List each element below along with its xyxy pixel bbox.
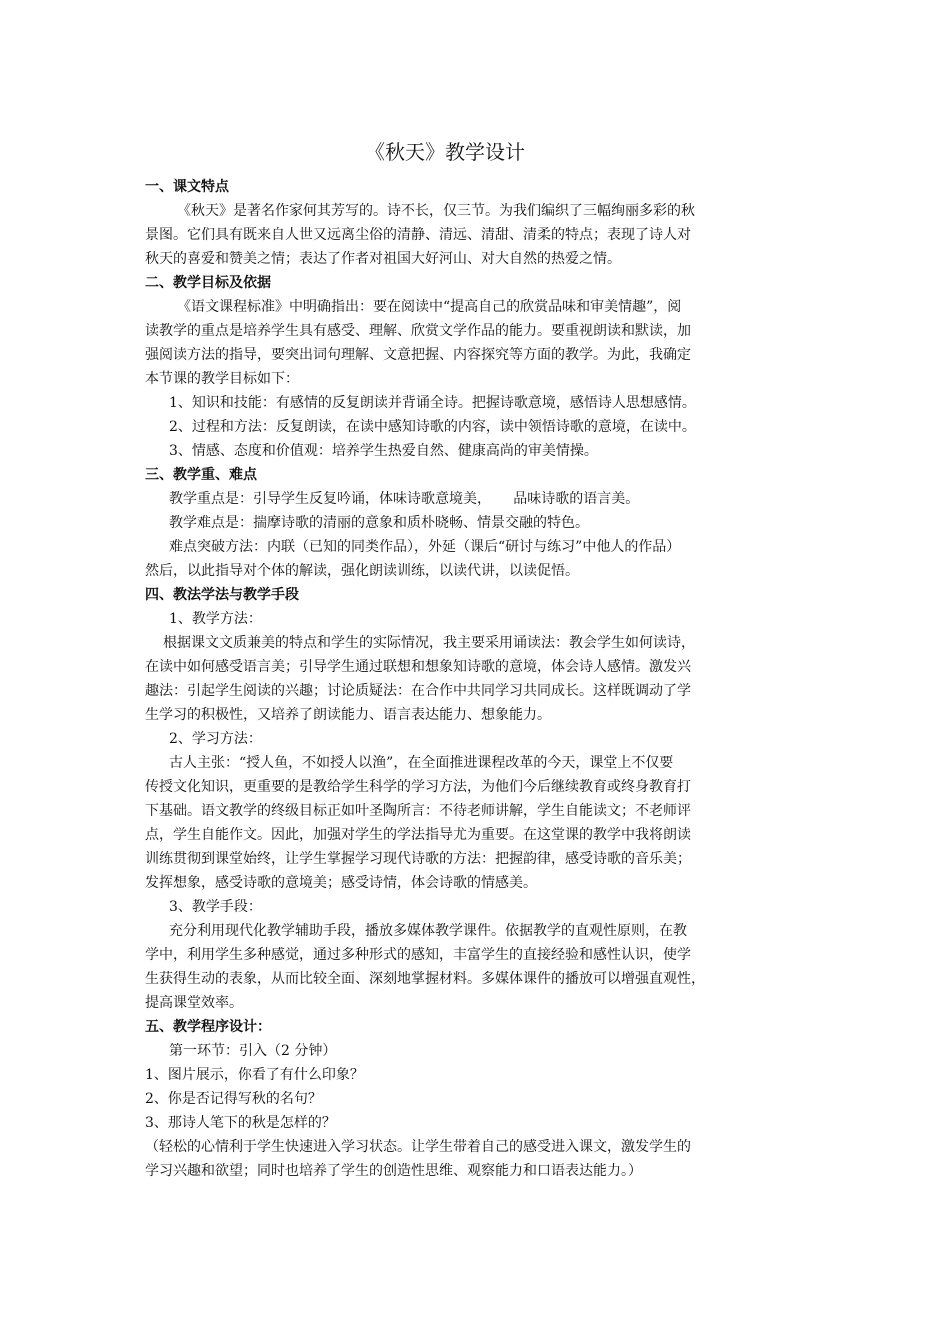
paragraph-line: 学习兴趣和欲望；同时也培养了学生的创造性思维、观察能力和口语表达能力。） [145, 1163, 642, 1179]
paragraph-line: 充分利用现代化教学辅助手段，播放多媒体教学课件。依据教学的直观性原则，在教 [169, 923, 687, 939]
paragraph-line: 《语文课程标准》中明确指出：要在阅读中“提高自己的欣赏品味和审美情趣”，阅 [177, 299, 682, 315]
question-item: 3、那诗人笔下的秋是怎样的？ [145, 1115, 336, 1131]
question-item: 2、你是否记得写秋的名句？ [145, 1091, 322, 1107]
subheading: 3、教学手段： [169, 899, 262, 915]
paragraph-line: 然后，以此指导对个体的解读，强化朗读训练，以读代讲，以读促悟。 [145, 563, 579, 579]
goal-item: 1、知识和技能：有感情的反复朗读并背诵全诗。把握诗歌意境，感悟诗人思想感情。 [169, 395, 696, 411]
paragraph-line: 点，学生自能作文。因此，加强对学生的学法指导尤为重要。在这堂课的教学中我将朗读 [145, 827, 691, 843]
paragraph-line: 强阅读方法的指导，要突出词句理解、文意把握、内容探究等方面的教学。为此，我确定 [145, 347, 691, 363]
subheading: 2、学习方法： [169, 731, 262, 747]
paragraph-line: 下基础。语文教学的终级目标正如叶圣陶所言：不待老师讲解，学生自能读文；不老师评 [145, 803, 691, 819]
paragraph-line: 教学重点是：引导学生反复吟诵，体味诗歌意境美， 品味诗歌的语言美。 [169, 491, 640, 507]
paragraph-line: 古人主张：“授人鱼，不如授人以渔”，在全面推进课程改革的今天，课堂上不仅要 [169, 755, 674, 771]
goal-item: 3、情感、态度和价值观：培养学生热爱自然、健康高尚的审美情操。 [169, 443, 598, 459]
paragraph-line: 秋天的喜爱和赞美之情；表达了作者对祖国大好河山、对大自然的热爱之情。 [145, 251, 621, 267]
paragraph-line: 教学难点是：揣摩诗歌的清丽的意象和质朴晓畅、情景交融的特色。 [169, 515, 589, 531]
paragraph-line: 学中，利用学生多种感觉，通过多种形式的感知，丰富学生的直接经验和感性认识，使学 [145, 947, 691, 963]
paragraph-line: 提高课堂效率。 [145, 995, 243, 1011]
paragraph-line: 第一环节：引入（2 分钟） [169, 1043, 337, 1059]
document-body [145, 175, 807, 1183]
paragraph-line: 《秋天》是著名作家何其芳写的。诗不长，仅三节。为我们编织了三幅绚丽多彩的秋 [177, 203, 695, 219]
section-heading-5: 五、教学程序设计： [145, 1019, 271, 1035]
paragraph-line: 生获得生动的表象，从而比较全面、深刻地掌握材料。多媒体课件的播放可以增强直观性， [145, 971, 705, 987]
paragraph-line: 趣法：引起学生阅读的兴趣；讨论质疑法：在合作中共同学习共同成长。这样既调动了学 [145, 683, 691, 699]
section-heading-3: 三、教学重、难点 [145, 467, 257, 483]
paragraph-line: 生学习的积极性，又培养了朗读能力、语言表达能力、想象能力。 [145, 707, 551, 723]
paragraph-line: 训练贯彻到课堂始终，让学生掌握学习现代诗歌的方法：把握韵律，感受诗歌的音乐美； [145, 851, 691, 867]
subheading: 1、教学方法： [169, 611, 262, 627]
section-heading-4: 四、教法学法与教学手段 [145, 587, 299, 603]
paragraph-line: 传授文化知识，更重要的是教给学生科学的学习方法，为他们今后继续教育或终身教育打 [145, 779, 691, 795]
paragraph-line: 本节课的教学目标如下： [145, 371, 299, 387]
paragraph-line: 读教学的重点是培养学生具有感受、理解、欣赏文学作品的能力。要重视朗读和默读，加 [145, 323, 691, 339]
paragraph-line: 发挥想象，感受诗歌的意境美；感受诗情，体会诗歌的情感美。 [145, 875, 537, 891]
paragraph-line: 根据课文文质兼美的特点和学生的实际情况，我主要采用诵读法：教会学生如何读诗， [163, 635, 695, 651]
section-heading-2: 二、教学目标及依据 [145, 275, 271, 291]
paragraph-line: 景图。它们具有既来自人世又远离尘俗的清静、清远、清甜、清柔的特点；表现了诗人对 [145, 227, 691, 243]
goal-item: 2、过程和方法：反复朗读，在读中感知诗歌的内容，读中领悟诗歌的意境，在读中。 [169, 419, 696, 435]
section-heading-1: 一、课文特点 [145, 179, 229, 195]
paragraph-line: 在读中如何感受语言美；引导学生通过联想和想象知诗歌的意境，体会诗人感情。激发兴 [145, 659, 691, 675]
paragraph-line: （轻松的心情利于学生快速进入学习状态。让学生带着自己的感受进入课文，激发学生的 [145, 1139, 691, 1155]
paragraph-line: 难点突破方法：内联（已知的同类作品），外延（课后“研讨与练习”中他人的作品） [169, 539, 681, 555]
document-title: 《秋天》教学设计 [365, 140, 525, 164]
question-item: 1、图片展示，你看了有什么印象？ [145, 1067, 364, 1083]
